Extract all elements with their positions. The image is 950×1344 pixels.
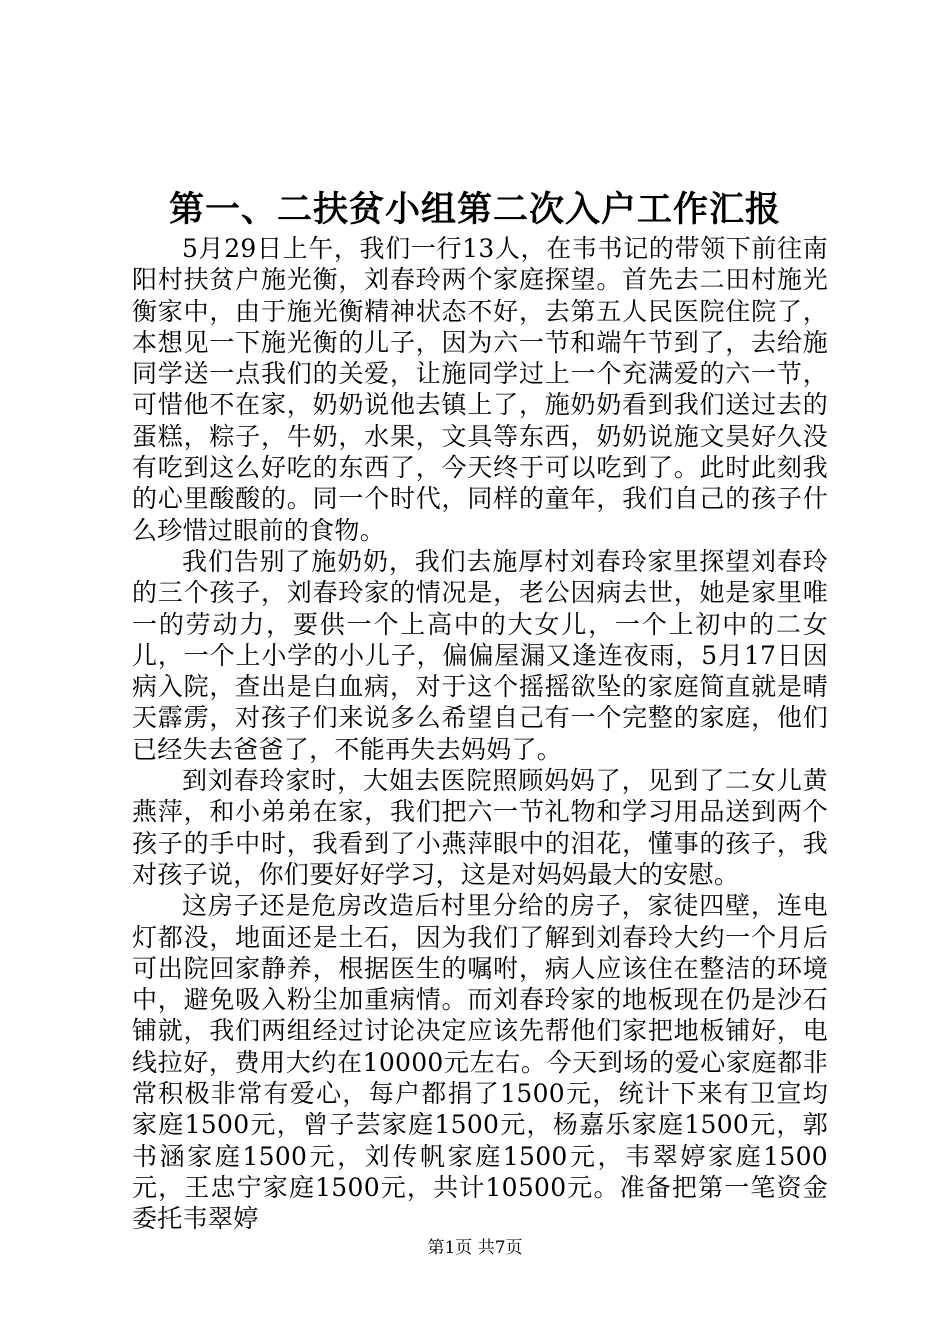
document-title: 第一、二扶贫小组第二次入户工作汇报	[168, 190, 781, 230]
paragraph-3: 到刘春玲家时，大姐去医院照顾妈妈了，见到了二女儿黄燕萍，和小弟弟在家，我们把六一节礼物和学习用品送到两个孩子的手中时，我看到了小燕萍眼中的泪花，懂事的孩子，我对孩子说，你们要好好学习，这是对妈妈最大的安慰。	[132, 766, 828, 889]
document-body	[132, 233, 828, 1235]
paragraph-4: 这房子还是危房改造后村里分给的房子，家徒四壁，连电灯都没，地面还是土石，因为我们了解到刘春玲大约一个月后可出院回家静养，根据医生的嘱咐，病人应该住在整洁的环境中，避免吸入粉尘加重病情。而刘春玲家的地板现在仍是沙石铺就，我们两组经过讨论决定应该先帮他们家把地板铺好，电线拉好，费用大约在10000元左右。今天到场的爱心家庭都非常积极非常有爱心，每户都捐了1500元，统计下来有卫宣均家庭1500元，曾子芸家庭1500元，杨嘉乐家庭1500元，郭书涵家庭1500元，刘传帆家庭1500元，韦翠婷家庭1500元，王忠宁家庭1500元，共计10500元。准备把第一笔资金委托韦翠婷	[132, 891, 828, 1234]
paragraph-1: 5月29日上午，我们一行13人，在韦书记的带领下前往南阳村扶贫户施光衡，刘春玲两个家庭探望。首先去二田村施光衡家中，由于施光衡精神状态不好，去第五人民医院住院了，本想见一下施光衡的儿子，因为六一节和端午节到了，去给施同学送一点我们的关爱，让施同学过上一个充满爱的六一节，可惜他不在家，奶奶说他去镇上了，施奶奶看到我们送过去的蛋糕，粽子，牛奶，水果，文具等东西，奶奶说施文昊好久没有吃到这么好吃的东西了，今天终于可以吃到了。此时此刻我的心里酸酸的。同一个时代，同样的童年，我们自己的孩子什么珍惜过眼前的食物。	[132, 234, 828, 545]
page-number-footer: 第1页 共7页	[427, 1238, 523, 1258]
paragraph-2: 我们告别了施奶奶，我们去施厚村刘春玲家里探望刘春玲的三个孩子，刘春玲家的情况是，老公因病去世，她是家里唯一的劳动力，要供一个上高中的大女儿，一个上初中的二女儿，一个上小学的小儿子，偏偏屋漏又逢连夜雨，5月17日因病入院，查出是白血病，对于这个摇摇欲坠的家庭简直就是晴天霹雳，对孩子们来说多么希望自己有一个完整的家庭，他们已经失去爸爸了，不能再失去妈妈了。	[132, 546, 828, 764]
